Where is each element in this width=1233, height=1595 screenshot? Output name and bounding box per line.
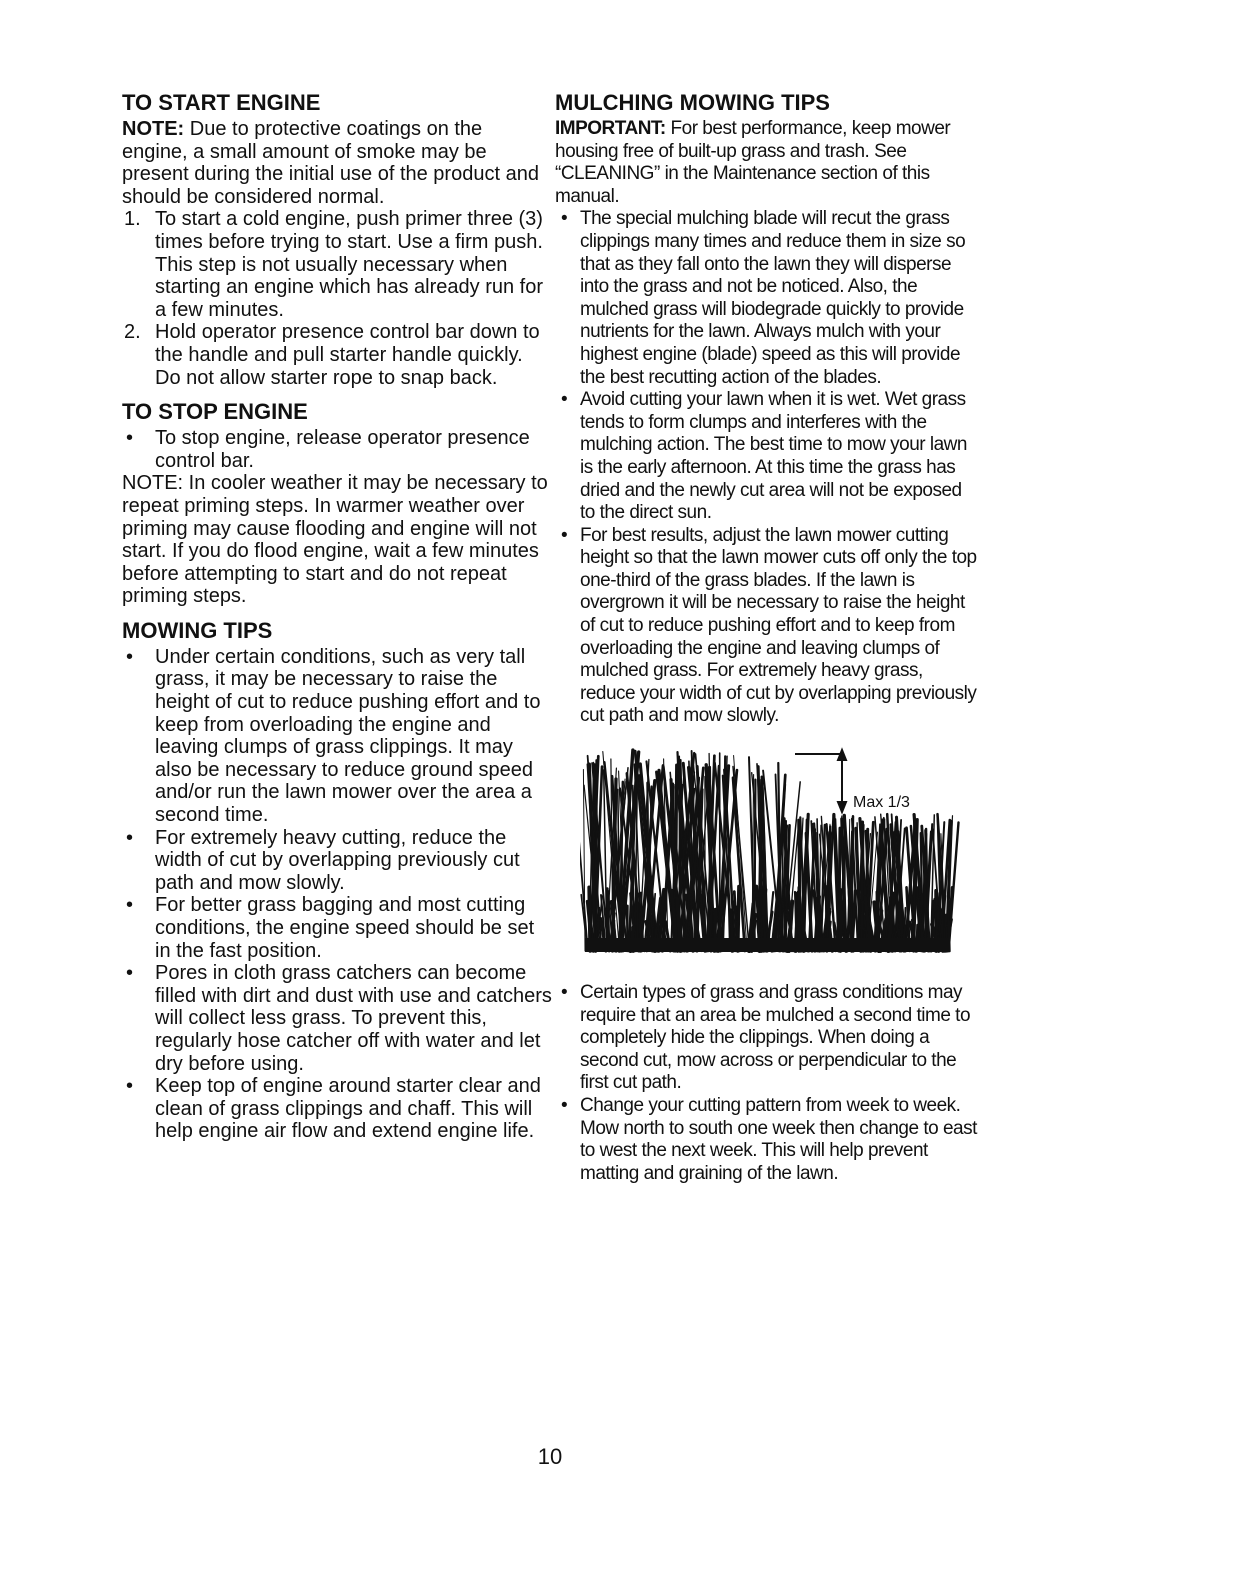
list-item-text: Certain types of grass and grass conditions may require that an area be mulched a second time to completely hide the clippings. When doing a second cut, mow across or perpendicular to the first cut path. xyxy=(580,982,971,1094)
bullet-icon: • xyxy=(561,982,568,1004)
start-steps-list xyxy=(122,208,552,389)
bullet-icon: • xyxy=(126,826,134,849)
list-item xyxy=(122,1075,552,1143)
grass-icon xyxy=(580,746,960,961)
list-item xyxy=(122,894,552,962)
list-item-text: Keep top of engine around starter clear and clean of grass clippings and chaff. This will help engine air flow and extend engine life. xyxy=(155,1075,541,1143)
page-number: 10 xyxy=(537,1444,563,1469)
list-item-text: Change your cutting pattern from week to week. Mow north to south one week then change to east to west the next week. This will help prevent matting and graining of the lawn. xyxy=(580,1095,977,1184)
right-column xyxy=(555,90,980,1185)
bullet-icon: • xyxy=(126,894,134,917)
list-item xyxy=(122,427,552,472)
bullet-icon: • xyxy=(561,208,568,230)
start-step xyxy=(122,321,552,389)
list-item-text: Avoid cutting your lawn when it is wet. Wet grass tends to form clumps and interferes with the mulching action. The best time to mow your lawn is the early afternoon. At this time the grass has dried and the newly cut area will not be exposed to the direct sun. xyxy=(580,389,967,524)
list-item-text: Pores in cloth grass catchers can become filled with dirt and dust with use and catchers will collect less grass. To prevent this, regularly hose catcher off with water and let dry before using. xyxy=(155,962,552,1075)
list-item-text: For extremely heavy cutting, reduce the width of cut by overlapping previously cut path and mow slowly. xyxy=(155,826,520,894)
bullet-icon: • xyxy=(126,645,134,668)
mowing-tips-heading: MOWING TIPS xyxy=(122,617,273,643)
important-note xyxy=(555,118,980,208)
bullet-icon: • xyxy=(561,389,568,411)
stop-note-label: NOTE: xyxy=(122,472,184,495)
step-text: To start a cold engine, push primer three (3) times before trying to start. Use a firm push. This step is not usually necessary when starting an engine which has already run for a few minutes. xyxy=(155,208,544,321)
list-item xyxy=(122,827,552,895)
bullet-icon: • xyxy=(126,1075,134,1098)
max-one-third-label: Max 1/3 xyxy=(853,794,910,812)
list-item-text: For best results, adjust the lawn mower cutting height so that the lawn mower cuts off only the top one-third of the grass blades. If the lawn is overgrown it will be necessary to raise the height of cut to reduce pushing effort and to keep from overloading the engine and leaving clumps of mulched grass. For extremely heavy grass, reduce your width of cut by overlapping previously cut path and mow slowly. xyxy=(580,524,977,727)
list-item-text: For better grass bagging and most cutting conditions, the engine speed should be set in the fast position. xyxy=(155,894,535,962)
list-item-text: The special mulching blade will recut the grass clippings many times and reduce them in size so that as they fall onto the lawn they will disperse into the grass and not be noticed. Also, the mulched grass will biodegrade quickly to provide nutrients for the lawn. Always mulch with your highest engine (blade) speed as this will provide the best recutting action of the blades. xyxy=(580,208,966,388)
list-item xyxy=(555,1095,980,1185)
max-height-marker xyxy=(795,750,846,812)
stop-note-text: In cooler weather it may be necessary to repeat priming steps. In warmer weather over priming may cause flooding and engine will not start. If you do flood engine, wait a few minutes before attempting to start and do not repeat priming steps. xyxy=(122,472,548,608)
start-note-text: Due to protective coatings on the engine, a small amount of smoke may be present during the initial use of the product and should be considered normal. xyxy=(122,118,539,208)
to-start-engine-heading: TO START ENGINE xyxy=(122,90,321,115)
step-number: 2. xyxy=(124,321,141,344)
stop-list xyxy=(122,427,552,472)
bullet-icon: • xyxy=(126,427,134,450)
grass-cut-height-illustration xyxy=(555,746,980,966)
start-step xyxy=(122,208,552,321)
list-item xyxy=(555,525,980,728)
list-item xyxy=(122,962,552,1075)
to-stop-engine-heading: TO STOP ENGINE xyxy=(122,399,308,425)
start-note xyxy=(122,118,552,208)
mulching-mowing-tips-heading: MULCHING MOWING TIPS xyxy=(555,90,830,115)
mowing-tips-list xyxy=(122,646,552,1143)
stop-note xyxy=(122,472,552,608)
step-number: 1. xyxy=(124,208,141,231)
list-item xyxy=(555,208,980,389)
important-label: IMPORTANT: xyxy=(555,118,666,139)
list-item-text: To stop engine, release operator presence control bar. xyxy=(155,427,530,472)
bullet-icon: • xyxy=(561,524,568,546)
important-text: For best performance, keep mower housing free of built-up grass and trash. See “CLEANING” in the Maintenance section of this manual. xyxy=(555,118,951,207)
list-item xyxy=(555,389,980,525)
mulching-tips-list xyxy=(555,208,980,728)
list-item xyxy=(122,646,552,827)
bullet-icon: • xyxy=(126,962,134,985)
list-item xyxy=(555,982,980,1095)
list-item-text: Under certain conditions, such as very tall grass, it may be necessary to raise the height of cut to reduce pushing effort and to keep from overloading the engine and leaving clumps of grass clippings. It may also be necessary to reduce ground speed and/or run the lawn mower over the area a second time. xyxy=(155,645,541,827)
bullet-icon: • xyxy=(561,1095,568,1116)
step-text: Hold operator presence control bar down to the handle and pull starter handle quickly. Do not allow starter rope to snap back. xyxy=(155,321,540,389)
left-column xyxy=(122,90,552,1143)
mulching-tips-list-continued xyxy=(555,982,980,1185)
start-note-label: NOTE: xyxy=(122,118,185,140)
